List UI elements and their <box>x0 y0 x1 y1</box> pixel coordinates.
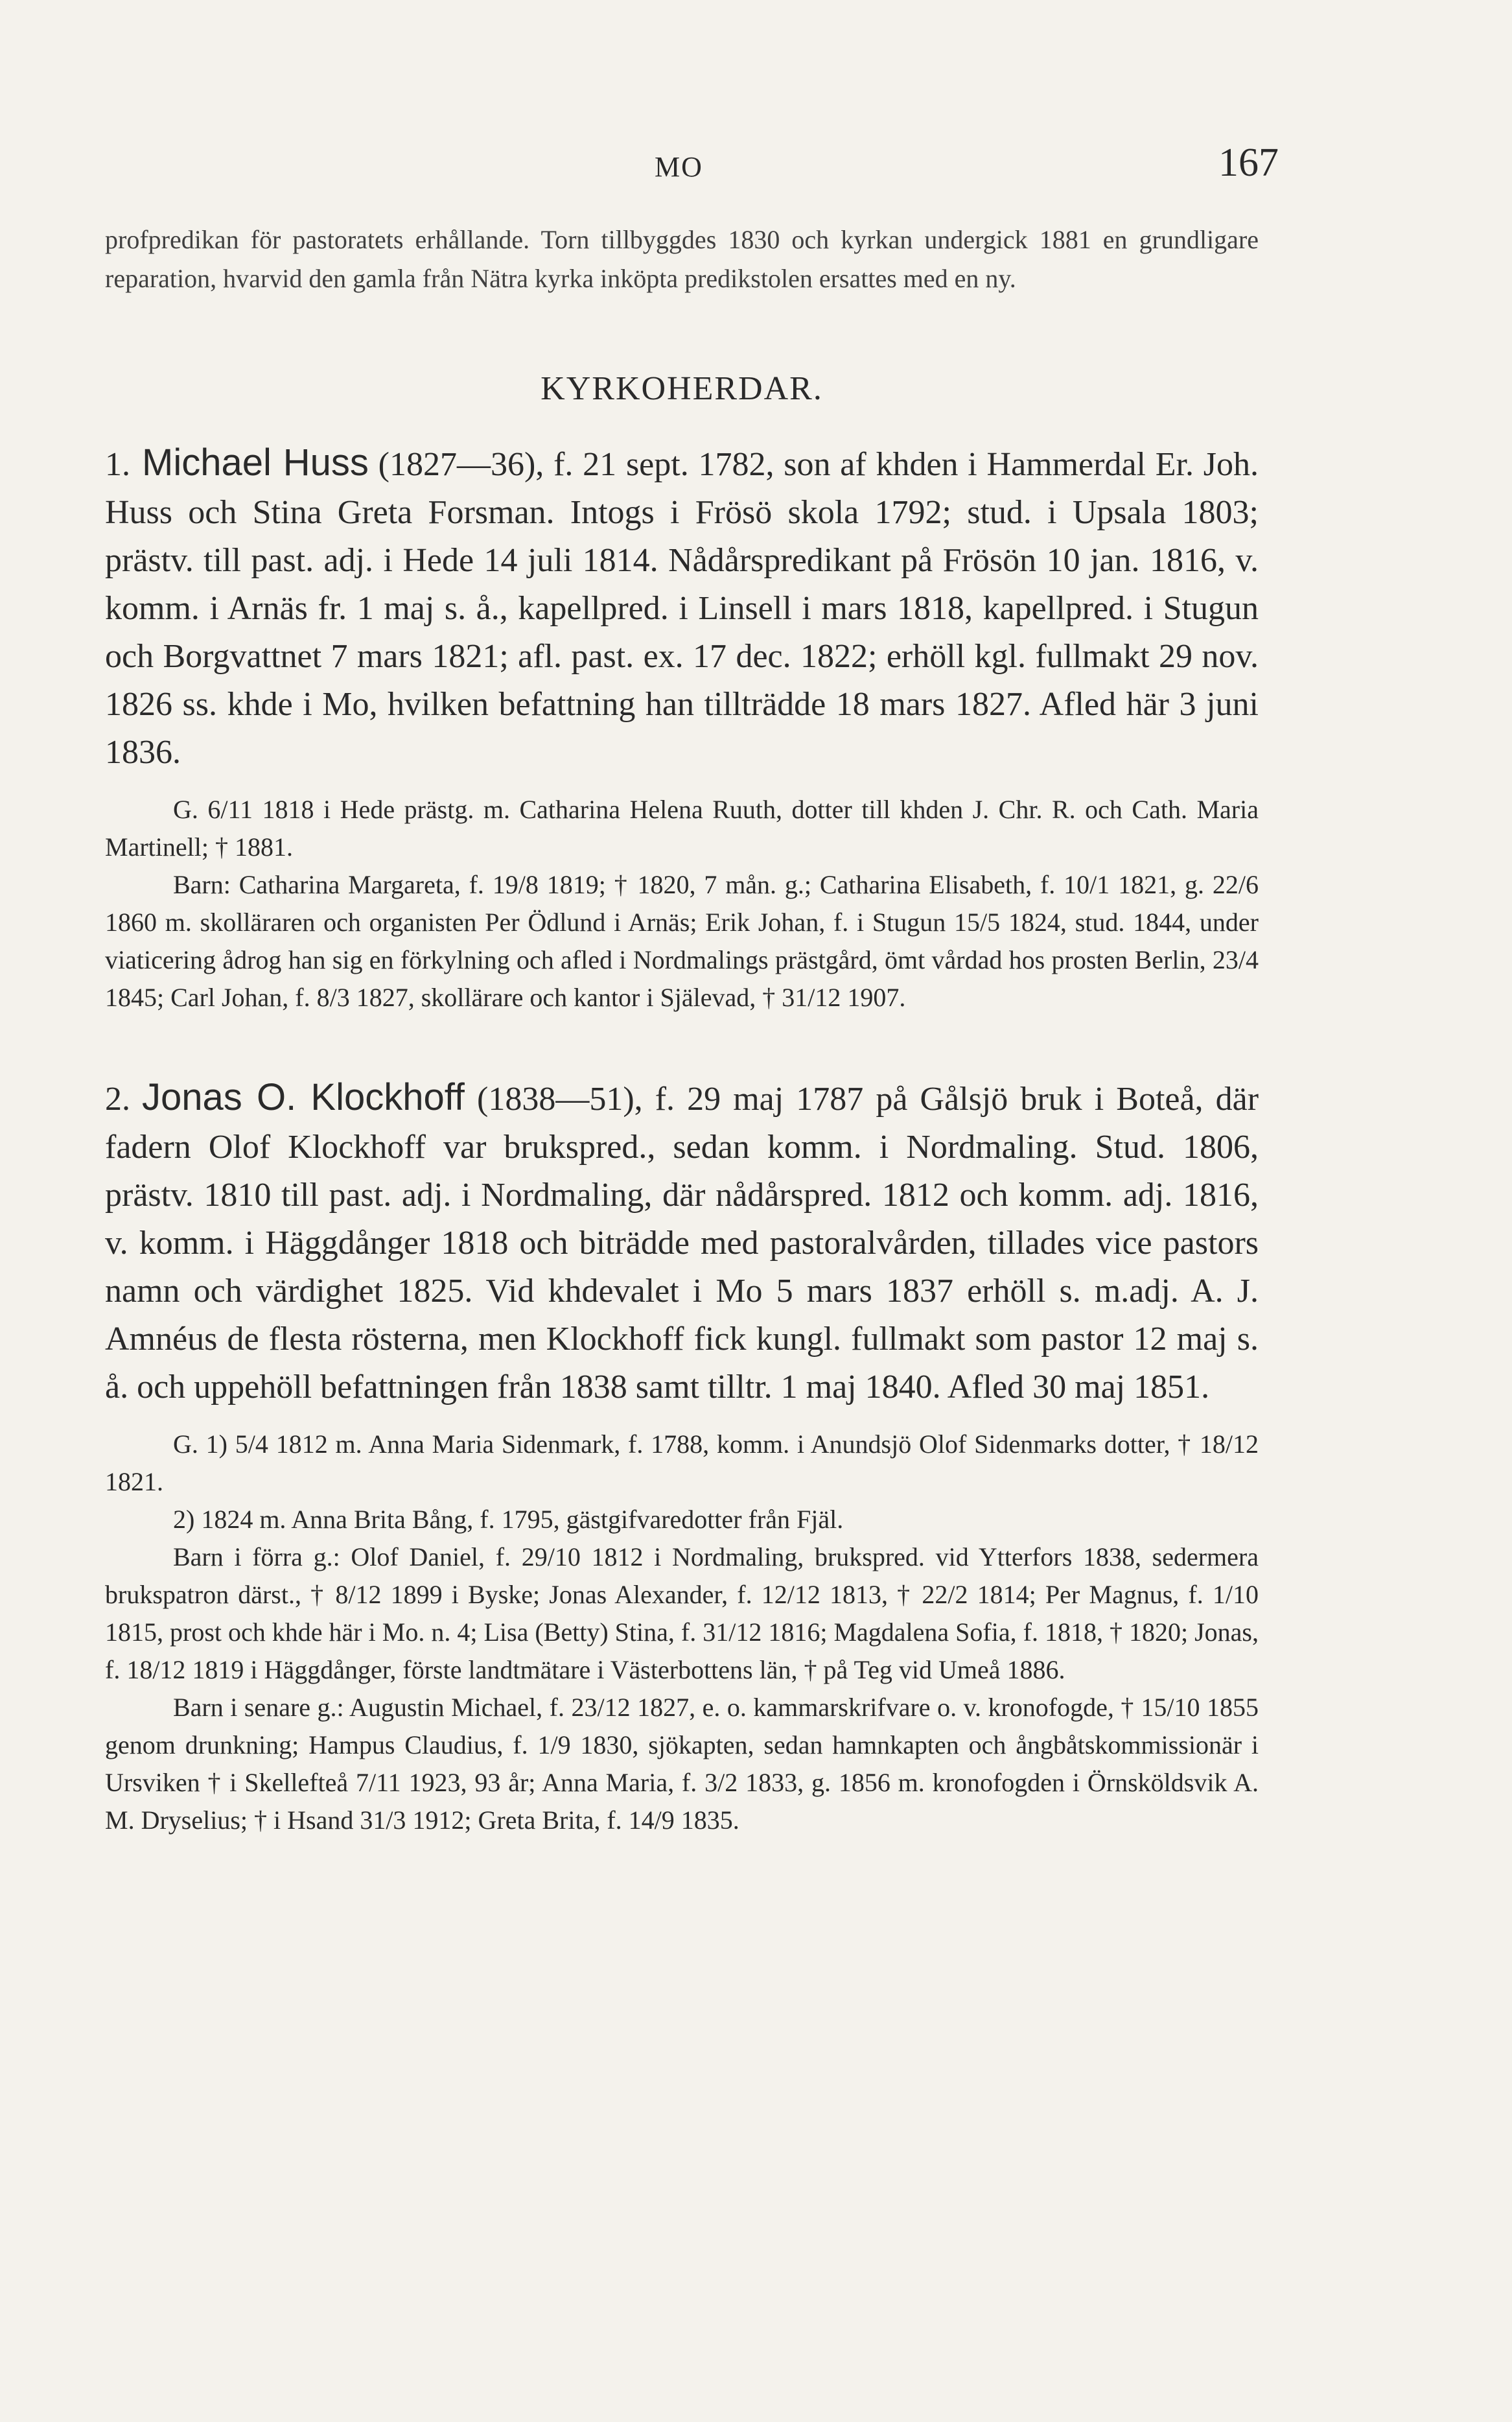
entry-note: 2) 1824 m. Anna Brita Bång, f. 1795, gästgifvaredotter från Fjäl. <box>173 1505 844 1534</box>
entry-main-paragraph <box>105 439 1259 777</box>
entry-2 <box>105 1074 1259 1839</box>
running-header: MO <box>655 151 703 183</box>
entry-text: (1827—36), f. 21 sept. 1782, son af khden i Hammerdal Er. Joh. Huss och Stina Greta Forsman. Intogs i Frösö skola 1792; stud. i Upsala 1803; prästv. till past. adj. i Hede 14 juli 1814. Nådårspredikant på Frösön 10 jan. 1816, v. komm. i Arnäs fr. 1 maj s. å., kapellpred. i Linsell i mars 1818, kapellpred. i Stugun och Borgvattnet 7 mars 1821; afl. past. ex. 17 dec. 1822; erhöll kgl. fullmakt 29 nov. 1826 ss. khde i Mo, hvilken befattning han tillträdde 18 mars 1827. Afled här 3 juni 1836. <box>105 446 1259 771</box>
entry-main-paragraph <box>105 1074 1259 1411</box>
entry-number: 1. <box>105 446 130 483</box>
page-number: 167 <box>1218 141 1279 185</box>
entry-name: Michael Huss <box>142 441 369 484</box>
entry-1 <box>105 439 1259 1017</box>
entry-number: 2. <box>105 1081 130 1118</box>
page-body <box>105 220 1259 1839</box>
entry-note: Barn i senare g.: Augustin Michael, f. 23/12 1827, e. o. kammarskrifvare o. v. kronofogde, † 15/10 1855 genom drunkning; Hampus Claudius, f. 1/9 1830, sjökapten, sedan hamnkapten och ångbåtskommissionär i Ursviken † i Skellefteå 7/11 1923, 93 år; Anna Maria, f. 3/2 1833, g. 1856 m. kronofogden i Örnsköldsvik A. M. Dryselius; † i Hsand 31/3 1912; Greta Brita, f. 14/9 1835. <box>105 1693 1259 1835</box>
section-title: KYRKOHERDAR. <box>541 370 823 407</box>
entry-note: Barn: Catharina Margareta, f. 19/8 1819; † 1820, 7 mån. g.; Catharina Elisabeth, f. 10/1 1821, g. 22/6 1860 m. skolläraren och organisten Per Ödlund i Arnäs; Erik Johan, f. i Stugun 15/5 1824, stud. 1844, under viaticering ådrog han sig en förkylning och afled i Nordmalings prästgård, ömt vårdad hos prosten Berlin, 23/4 1845; Carl Johan, f. 8/3 1827, skollärare och kantor i Själevad, † 31/12 1907. <box>105 870 1259 1012</box>
entry-note: Barn i förra g.: Olof Daniel, f. 29/10 1812 i Nordmaling, brukspred. vid Ytterfors 1838, sedermera brukspatron därst., † 8/12 1899 i Byske; Jonas Alexander, f. 12/12 1813, † 22/2 1814; Per Magnus, f. 1/10 1815, prost och khde här i Mo. n. 4; Lisa (Betty) Stina, f. 31/12 1816; Magdalena Sofia, f. 1818, † 1820; Jonas, f. 18/12 1819 i Häggdånger, förste landtmätare i Västerbottens län, † på Teg vid Umeå 1886. <box>105 1542 1259 1684</box>
entry-text: (1838—51), f. 29 maj 1787 på Gålsjö bruk i Boteå, där fadern Olof Klockhoff var brukspred., sedan komm. i Nordmaling. Stud. 1806, prästv. 1810 till past. adj. i Nordmaling, där nådårspred. 1812 och komm. adj. 1816, v. komm. i Häggdånger 1818 och biträdde med pastoralvården, tillades vice pastors namn och värdighet 1825. Vid khdevalet i Mo 5 mars 1837 erhöll s. m.adj. A. J. Amnéus de flesta rösterna, men Klockhoff fick kungl. fullmakt som pastor 12 maj s. å. och uppehöll befattningen från 1838 samt tilltr. 1 maj 1840. Afled 30 maj 1851. <box>105 1081 1259 1405</box>
entry-note: G. 6/11 1818 i Hede prästg. m. Catharina Helena Ruuth, dotter till khden J. Chr. R. och Cath. Maria Martinell; † 1881. <box>105 795 1259 862</box>
entry-name: Jonas O. Klockhoff <box>142 1076 465 1118</box>
intro-paragraph: profpredikan för pastoratets erhållande. Torn tillbyggdes 1830 och kyrkan undergick 1881 en grundligare reparation, hvarvid den gamla från Nätra kyrka inköpta predikstolen ersattes med en ny. <box>105 225 1259 293</box>
entry-note: G. 1) 5/4 1812 m. Anna Maria Sidenmark, f. 1788, komm. i Anundsjö Olof Sidenmarks dotter, † 18/12 1821. <box>105 1429 1259 1496</box>
